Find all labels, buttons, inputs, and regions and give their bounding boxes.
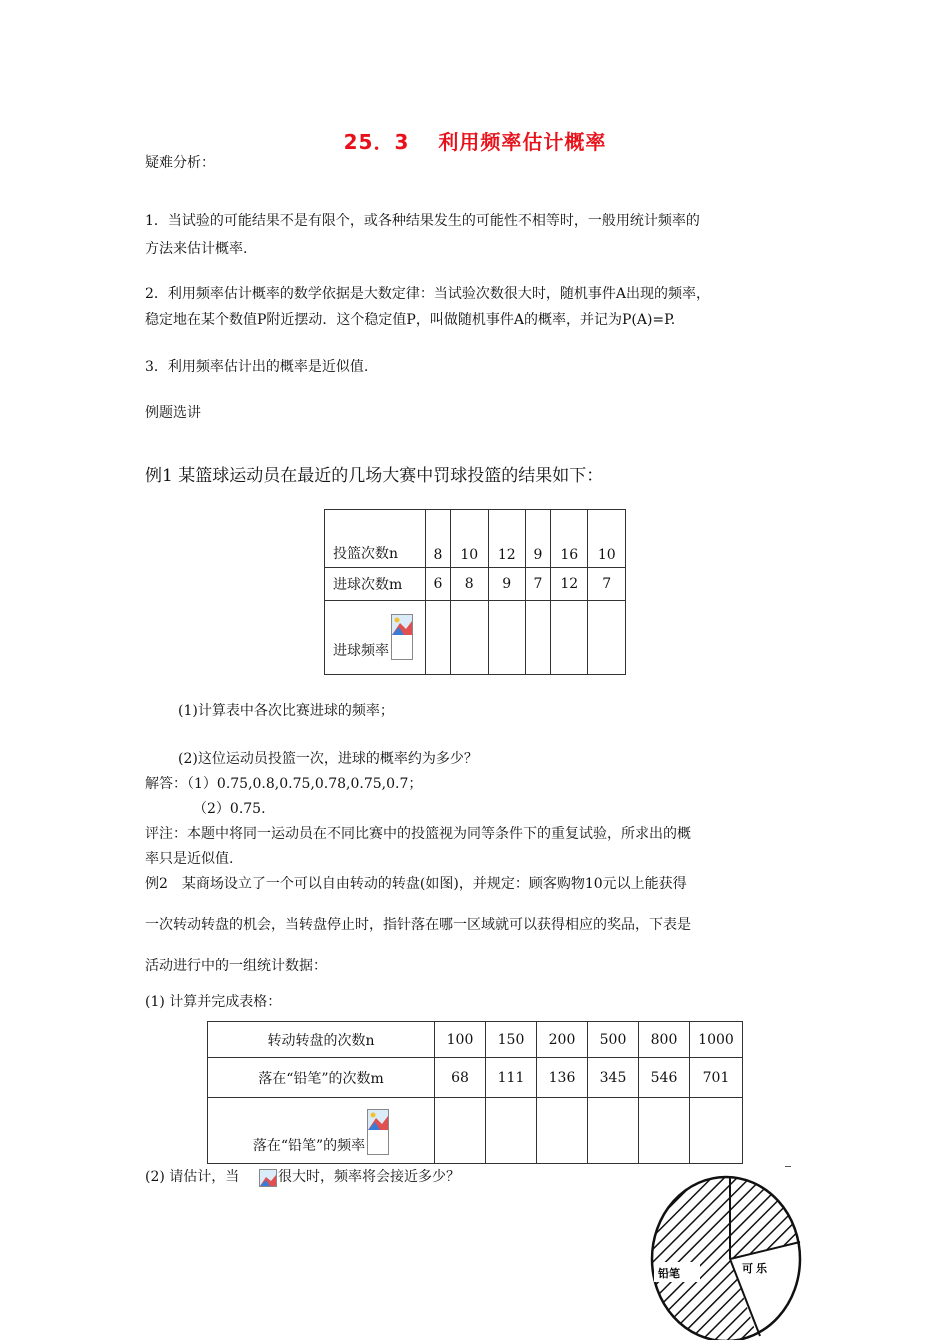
example1-q1: (1)计算表中各次比赛进球的频率； [178, 703, 394, 719]
example2-q2-start: (2) 请估计，当 [145, 1169, 240, 1185]
table-cell: 9 [488, 568, 525, 601]
table-cell [588, 601, 626, 675]
table-cell: 150 [486, 1022, 537, 1058]
table-cell: 136 [537, 1058, 588, 1098]
page-title: 25．3 利用频率估计概率 [343, 130, 607, 154]
table-cell: 68 [435, 1058, 486, 1098]
example1-intro: 例1 某篮球运动员在最近的几场大赛中罚球投篮的结果如下： [145, 466, 604, 486]
table-cell-label [325, 601, 426, 675]
table-cell [639, 1098, 690, 1164]
frequency-label: 落在“铅笔”的频率 [252, 1138, 366, 1154]
point-1-line-2: 方法来估计概率. [145, 241, 248, 257]
table-row [325, 568, 626, 601]
table-cell [426, 601, 451, 675]
table-cell: 8 [426, 510, 451, 568]
image-placeholder-icon [259, 1169, 277, 1187]
table-cell [690, 1098, 743, 1164]
frequency-label: 进球频率 [333, 643, 389, 659]
analysis-heading: 疑难分析： [145, 155, 215, 171]
pencil-label: 铅笔 [658, 1267, 680, 1280]
example2-q2-end: 很大时，频率将会接近多少？ [278, 1169, 460, 1185]
table-row [325, 601, 626, 675]
point-2-line-2: 稳定地在某个数值P附近摆动．这个稳定值P，叫做随机事件A的概率，并记为P(A)=P. [145, 312, 676, 328]
image-placeholder-icon [391, 614, 413, 660]
table-cell: 1000 [690, 1022, 743, 1058]
table-cell: 12 [488, 510, 525, 568]
table-row [208, 1098, 743, 1164]
table-cell [451, 601, 488, 675]
table-cell: 200 [537, 1022, 588, 1058]
table-cell: 500 [588, 1022, 639, 1058]
example1-answer2: （2）0.75. [193, 801, 266, 817]
table-cell-label: 进球次数m [325, 568, 426, 601]
table-cell: 546 [639, 1058, 690, 1098]
example2-q1: (1) 计算并完成表格： [145, 994, 282, 1010]
table-cell [551, 601, 588, 675]
example1-comment-line1: 评注：本题中将同一运动员在不同比赛中的投篮视为同等条件下的重复试验，所求出的概 [145, 826, 691, 842]
table-cell: 10 [451, 510, 488, 568]
table-cell [588, 1098, 639, 1164]
table-cell-label [208, 1098, 435, 1164]
table-row [208, 1022, 743, 1058]
examples-heading: 例题选讲 [145, 405, 201, 421]
table-cell-label: 转动转盘的次数n [208, 1022, 435, 1058]
example1-answer1: 解答：（1）0.75,0.8,0.75,0.78,0.75,0.7； [145, 776, 423, 792]
table-cell: 100 [435, 1022, 486, 1058]
example2-line1: 例2 某商场设立了一个可以自由转动的转盘(如图)，并规定：顾客购物10元以上能获得 [145, 876, 687, 892]
table-cell [486, 1098, 537, 1164]
table-cell: 8 [451, 568, 488, 601]
table-cell: 16 [551, 510, 588, 568]
example1-comment-line2: 率只是近似值. [145, 851, 234, 867]
example1-q2: (2)这位运动员投篮一次，进球的概率约为多少？ [178, 751, 478, 767]
table-row [325, 510, 626, 568]
table-cell: 701 [690, 1058, 743, 1098]
table-row [208, 1058, 743, 1098]
table-cell [488, 601, 525, 675]
table-cell: 9 [525, 510, 550, 568]
table-cell: 111 [486, 1058, 537, 1098]
cola-label: 可乐 [742, 1262, 770, 1275]
table-cell: 6 [426, 568, 451, 601]
point-2-line-1: 2．利用频率估计概率的数学依据是大数定律：当试验次数很大时，随机事件A出现的频率， [145, 286, 711, 302]
example1-table [324, 509, 626, 675]
table-cell [537, 1098, 588, 1164]
spinner-wheel [648, 1164, 808, 1340]
table-cell-label: 投篮次数n [325, 510, 426, 568]
point-1-line-1: 1．当试验的可能结果不是有限个，或各种结果发生的可能性不相等时，一般用统计频率的 [145, 213, 700, 229]
table-cell [435, 1098, 486, 1164]
table-cell: 12 [551, 568, 588, 601]
table-cell: 800 [639, 1022, 690, 1058]
table-cell [525, 601, 550, 675]
example2-line3: 活动进行中的一组统计数据： [145, 958, 327, 974]
table-cell: 10 [588, 510, 626, 568]
example2-table [207, 1021, 743, 1164]
point-3: 3．利用频率估计出的概率是近似值. [145, 359, 369, 375]
table-cell-label: 落在“铅笔”的次数m [208, 1058, 435, 1098]
table-cell: 7 [525, 568, 550, 601]
example2-line2: 一次转动转盘的机会，当转盘停止时，指针落在哪一区域就可以获得相应的奖品，下表是 [145, 917, 691, 933]
image-placeholder-icon [367, 1109, 389, 1155]
table-cell: 345 [588, 1058, 639, 1098]
table-cell: 7 [588, 568, 626, 601]
